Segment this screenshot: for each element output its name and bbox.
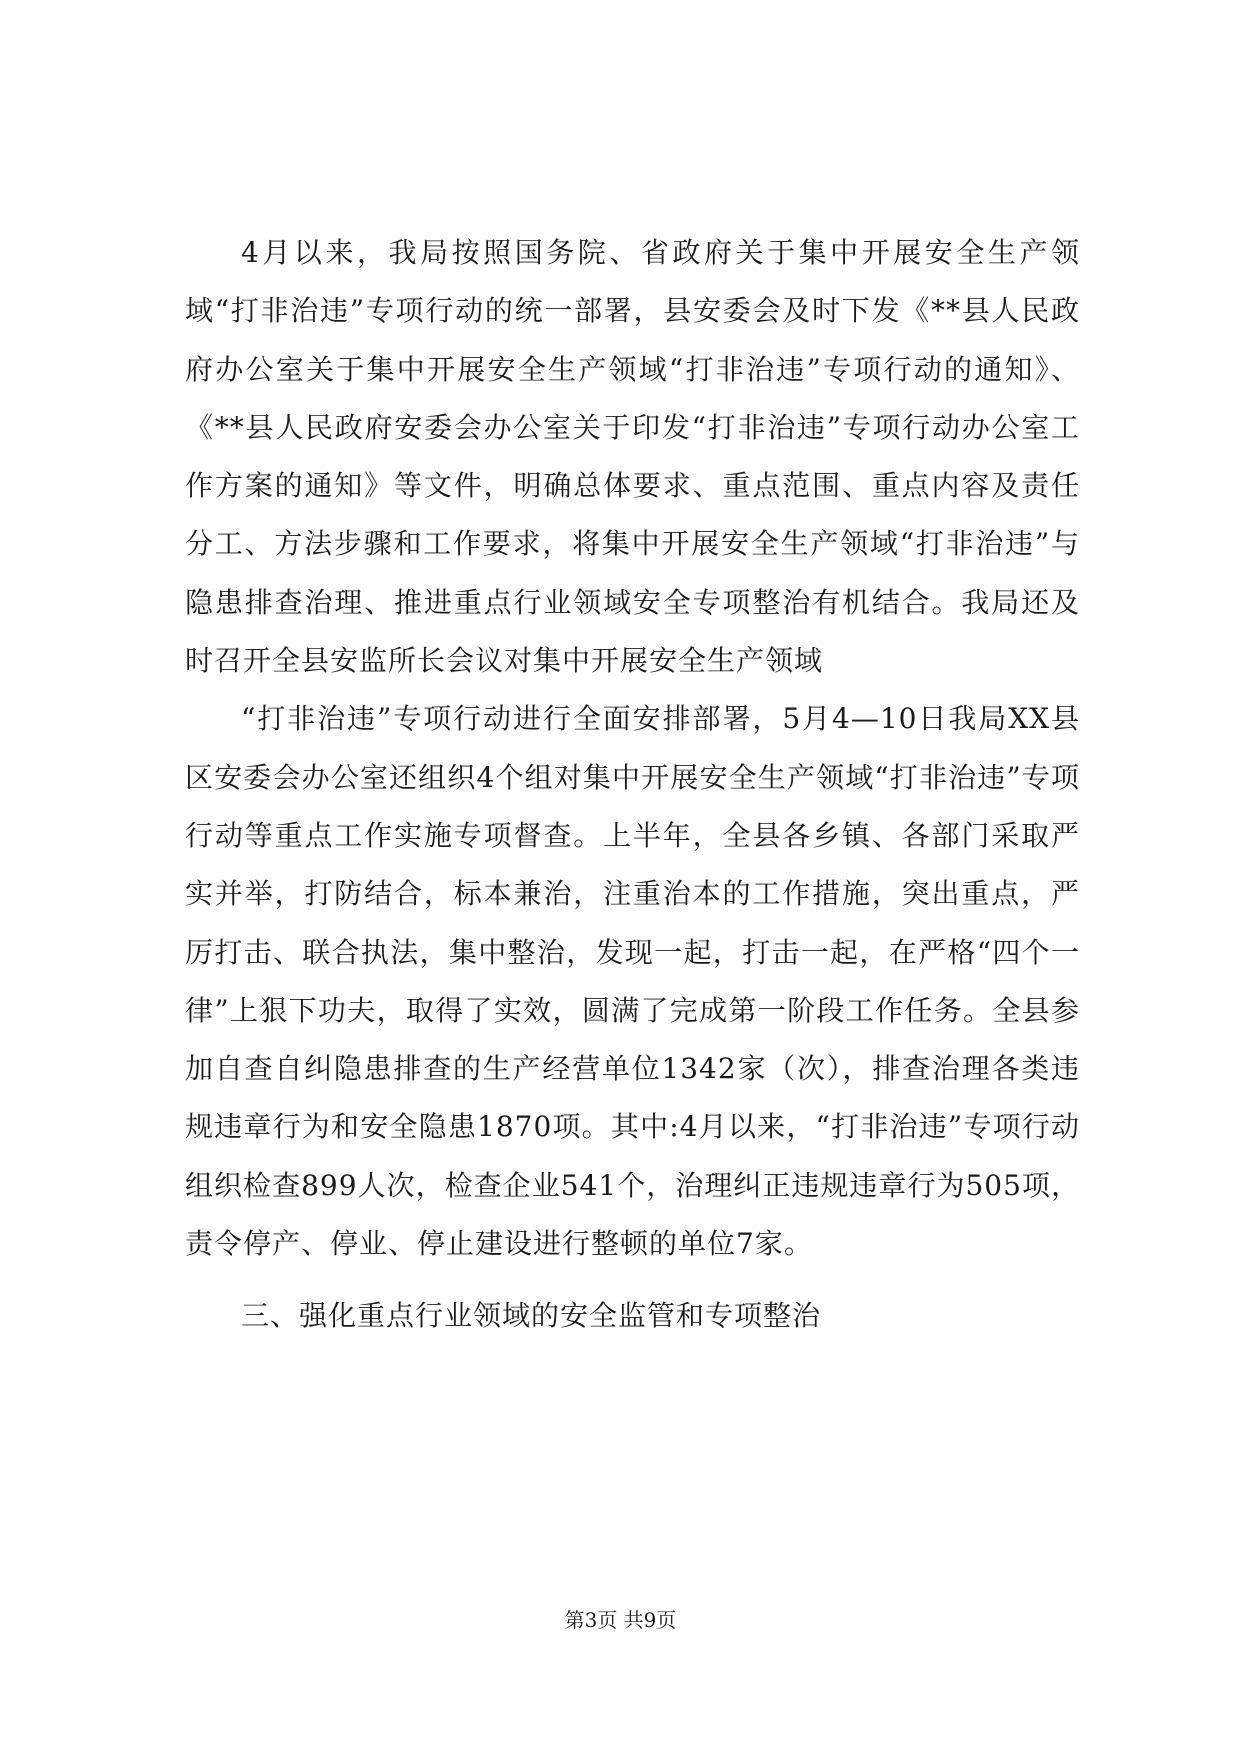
paragraph-1: 4月以来，我局按照国务院、省政府关于集中开展安全生产领域“打非治违”专项行动的统一部署，县安委会及时下发《**县人民政府办公室关于集中开展安全生产领域“打非治违”专项行动的通知》、《**县人民政府安委会办公室关于印发“打非治违”专项行动办公室工作方案的通知》等文件，明确总体要求、重点范围、重点内容及责任分工、方法步骤和工作要求，将集中开展安全生产领域“打非治违”与隐患排查治理、推进重点行业领域安全专项整治有机结合。我局还及时召开全县安监所长会议对集中开展安全生产领域 xyxy=(185,236,1080,678)
paragraph-2: “打非治违”专项行动进行全面安排部署，5月4—10日我局XX县区安委会办公室还组织4个组对集中开展安全生产领域“打非治违”专项行动等重点工作实施专项督查。上半年，全县各乡镇、各部门采取严实并举，打防结合，标本兼治，注重治本的工作措施，突出重点，严厉打击、联合执法，集中整治，发现一起，打击一起，在严格“四个一律”上狠下功夫，取得了实效，圆满了完成第一阶段工作任务。全县参加自查自纠隐患排查的生产经营单位1342家（次），排查治理各类违规违章行为和安全隐患1870项。其中:4月以来，“打非治违”专项行动组织检查899人次，检查企业541个，治理纠正违规违章行为505项，责令停产、停业、停止建设进行整顿的单位7家。 xyxy=(185,702,1080,1261)
page-footer: 第3页 共9页 xyxy=(564,1608,677,1632)
document-body xyxy=(185,224,1080,1346)
section-heading: 三、强化重点行业领域的安全监管和专项整治 xyxy=(241,1299,822,1333)
